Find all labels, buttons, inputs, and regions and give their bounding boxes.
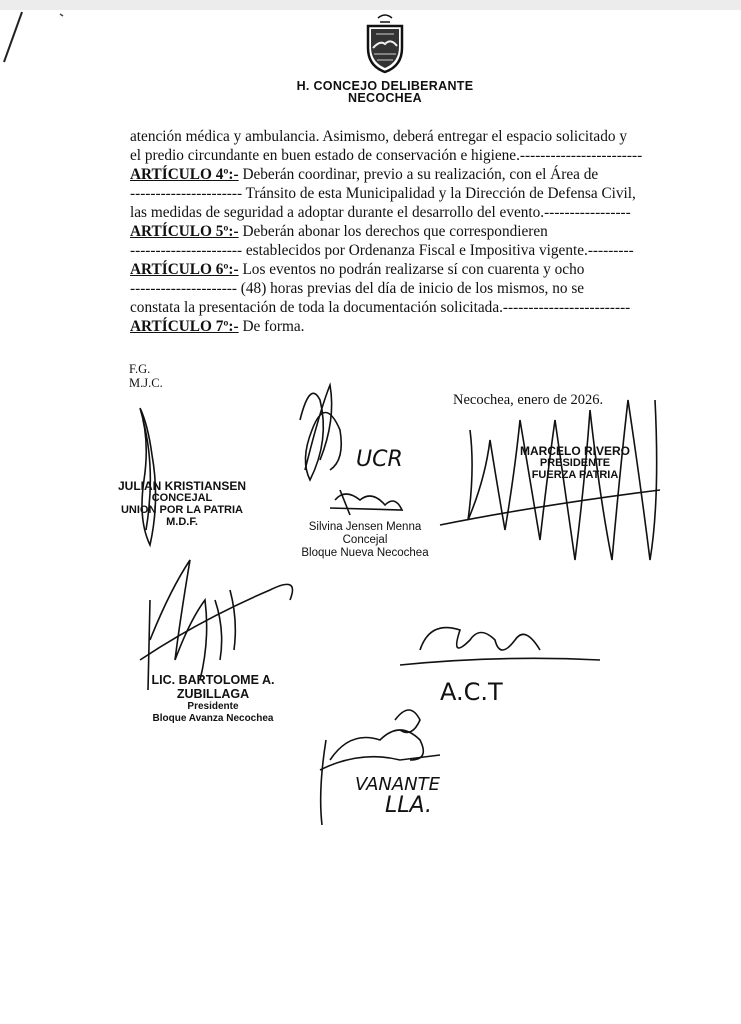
stamp-jensen: Silvina Jensen Menna Concejal Bloque Nueva Necochea (301, 521, 429, 559)
place-date: Necochea, enero de 2026. (453, 392, 604, 408)
article-5-label: ARTÍCULO 5º:- (130, 223, 239, 240)
article-5-line: ARTÍCULO 5º:- Deberán abonar los derechos que correspondieren (130, 223, 548, 240)
stamp-zubillaga: LIC. BARTOLOME A. ZUBILLAGA Presidente Bloque Avanza Necochea (151, 673, 275, 724)
signature-act (400, 628, 600, 666)
body-line: atención médica y ambulancia. Asimismo, deberá entregar el espacio solicitado y (130, 128, 627, 145)
body-line: ---------------------- establecidos por Ordenanza Fiscal e Impositiva vigente.--------- (130, 242, 634, 259)
city-name-heading: NECOCHEA (348, 91, 422, 105)
handwritten-vanante: VANANTE (355, 774, 441, 795)
stamp-rivero: MARCELO RIVERO PRESIDENTE FUERZA PATRIA (519, 444, 630, 481)
body-line: constata la presentación de toda la documentación solicitada.------------------------- (130, 299, 631, 316)
stamp-kristiansen: JULIAN KRISTIANSEN CONCEJAL UNION POR LA PATRIA M.D.F. (117, 479, 246, 528)
initials-2: M.J.C. (129, 376, 163, 390)
signature-kristiansen (140, 408, 156, 545)
article-4-label: ARTÍCULO 4º:- (130, 166, 239, 183)
handwritten-lla: LLA. (385, 793, 432, 818)
body-line: el predio circundante en buen estado de conservación e higiene.------------------------ (130, 147, 643, 164)
initials-1: F.G. (129, 362, 151, 376)
signature-zubillaga (140, 560, 293, 690)
article-6-line: ARTÍCULO 6º:- Los eventos no podrán realizarse sí con cuarenta y ocho (130, 261, 585, 278)
article-4-line: ARTÍCULO 4º:- Deberán coordinar, previo a su realización, con el Área de (130, 166, 599, 183)
handwritten-act: A.C.T (440, 678, 503, 706)
article-6-label: ARTÍCULO 6º:- (130, 261, 239, 278)
body-line: las medidas de seguridad a adoptar durante el desarrollo del evento.----------------- (130, 204, 631, 221)
body-line: --------------------- (48) horas previas del día de inicio de los mismos, no se (130, 280, 585, 297)
council-name-heading: H. CONCEJO DELIBERANTE (296, 79, 474, 93)
article-7-label: ARTÍCULO 7º:- (130, 318, 239, 335)
handwritten-ucr: UCR (356, 447, 403, 472)
signature-rivero (440, 400, 660, 560)
body-line: ---------------------- Tránsito de esta Municipalidad y la Dirección de Defensa Civil, (130, 185, 636, 202)
article-7-line: ARTÍCULO 7º:- De forma. (130, 318, 305, 335)
